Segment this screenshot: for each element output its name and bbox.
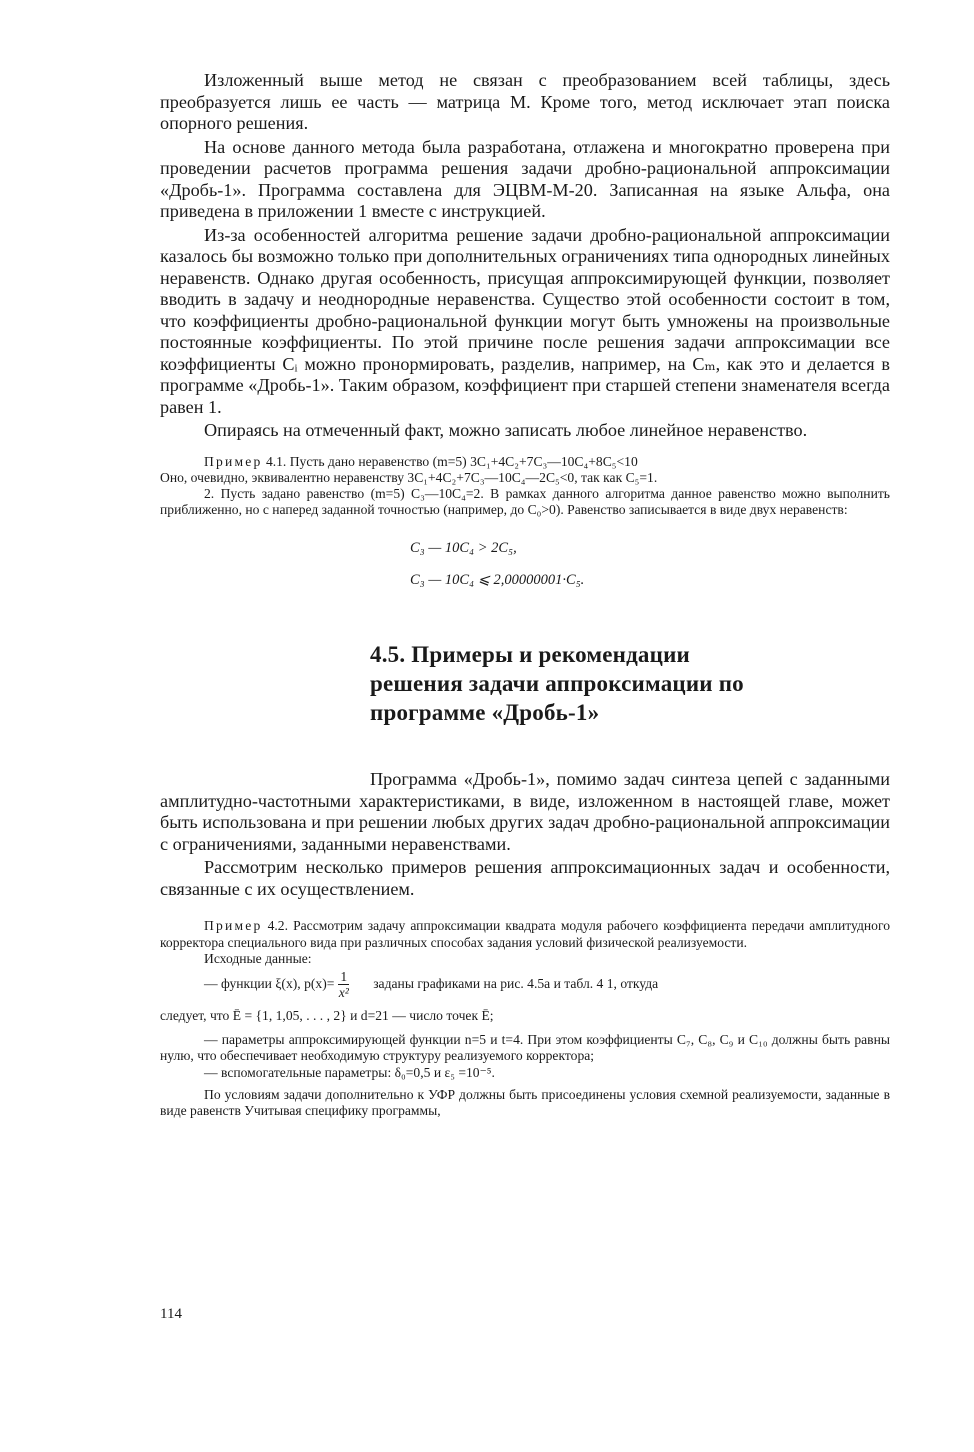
paragraph: Программа «Дробь-1», помимо задач синтеза цепей с заданными амплитудно-частотными характеристиками, в виде, изложенном в настоящей главе, может быть использована и при решении любых других задач дробно-рациональной аппроксимации с ограничениями, заданными неравенствами.	[160, 769, 890, 854]
paragraph: На основе данного метода была разработана, отлажена и многократно проверена при проведении расчетов программа решения задачи дробно-рациональной аппроксимации «Дробь-1». Программа составлена для ЭЦВМ-М-20. Записанная на языке Альфа, она приведена в приложении 1 вместе с инструкцией.	[160, 136, 890, 221]
paragraph: Из-за особенностей алгоритма решение задачи дробно-рациональной аппроксимации казалось бы возможно только при дополнительных ограничениях типа однородных линейных неравенств. Однако другая особенность, присущая аппроксимирующей функции, позволяет вводить в задачу и неоднородные неравенства. Существо этой особенности состоит в том, что коэффициенты дробно-рациональной функции могут быть умножены на произвольные постоянные коэффициенты. По этой причине после решения задачи аппроксимации все коэффициенты Cᵢ можно пронормировать, разделив, например, на Cₘ, как это и делается в программе «Дробь-1». Таким образом, коэффициент при старшей степени знаменателя всегда равен 1.	[160, 224, 890, 417]
section-title-line3: программе «Дробь-1»	[370, 700, 600, 726]
fraction-denominator: x²	[338, 984, 349, 1000]
example-4-1-line1: Пример 4.1. Пусть дано неравенство (m=5) 3C₁+4C₂+7C₃—10C₄+8C₅<10	[204, 453, 638, 469]
example-4-1-line3: 2. Пусть задано равенство (m=5) C₃—10C₄=2. В рамках данного алгоритма данное равенство можно выполнить приближенно, но с наперед заданной точностью (например, до C₀>0). Равенство записывается в виде двух неравенств:	[160, 485, 890, 518]
example-4-2-initial: Исходные данные:	[204, 950, 312, 966]
func-prefix: — функции ξ(x), p(x)=	[204, 976, 335, 992]
page-number: 114	[160, 1306, 182, 1322]
example-4-2-functions	[160, 969, 890, 1000]
example-4-2-text: Пример 4.2. Рассмотрим задачу аппроксимации квадрата модуля рабочего коэффициента передачи амплитудного корректора специального вида при различных способах задания условий физической реализуемости.	[160, 918, 890, 950]
example-4-2-follows: следует, что Ē = {1, 1,05, . . . , 2} и d=21 — число точек Ē;	[160, 1007, 494, 1023]
func-suffix: заданы графиками на рис. 4.5a и табл. 4 1, откуда	[373, 976, 659, 992]
paragraph: Изложенный выше метод не связан с преобразованием всей таблицы, здесь преобразуется лишь ее часть — матрица M. Кроме того, метод исключает этап поиска опорного решения.	[160, 70, 890, 133]
formula-1: C₃ — 10C₄ > 2C₅,	[410, 540, 517, 557]
paragraph: Опираясь на отмеченный факт, можно записать любое линейное неравенство.	[204, 420, 808, 440]
page-content	[160, 70, 890, 1119]
section-title-line1: 4.5. Примеры и рекомендации	[370, 642, 690, 668]
example-4-2-params: — параметры аппроксимирующей функции n=5 и t=4. При этом коэффициенты C₇, C₈, C₉ и C₁₀ должны быть равны нулю, что обеспечивает необходимую структуру реализуемого корректора;	[160, 1032, 890, 1064]
section-title-line2: решения задачи аппроксимации по	[370, 671, 744, 697]
example-4-2-closing: По условиям задачи дополнительно к УФР должны быть присоединены условия схемной реализуемости, заданные в виде равенств Учитывая специфику программы,	[160, 1086, 890, 1118]
fraction-numerator: 1	[340, 968, 348, 984]
fraction	[338, 969, 349, 1000]
example-4-2-aux: — вспомогательные параметры: δ₀=0,5 и ε₅ =10⁻⁵.	[204, 1064, 495, 1080]
formula-2: C₃ — 10C₄ ⩽ 2,00000001·C₅.	[410, 572, 585, 589]
example-4-1-line2: Оно, очевидно, эквивалентно неравенству 3C₁+4C₂+7C₃—10C₄—2C₅<0, так как C₅=1.	[160, 469, 658, 485]
paragraph: Рассмотрим несколько примеров решения аппроксимационных задач и особенности, связанные с их осуществлением.	[160, 857, 890, 899]
